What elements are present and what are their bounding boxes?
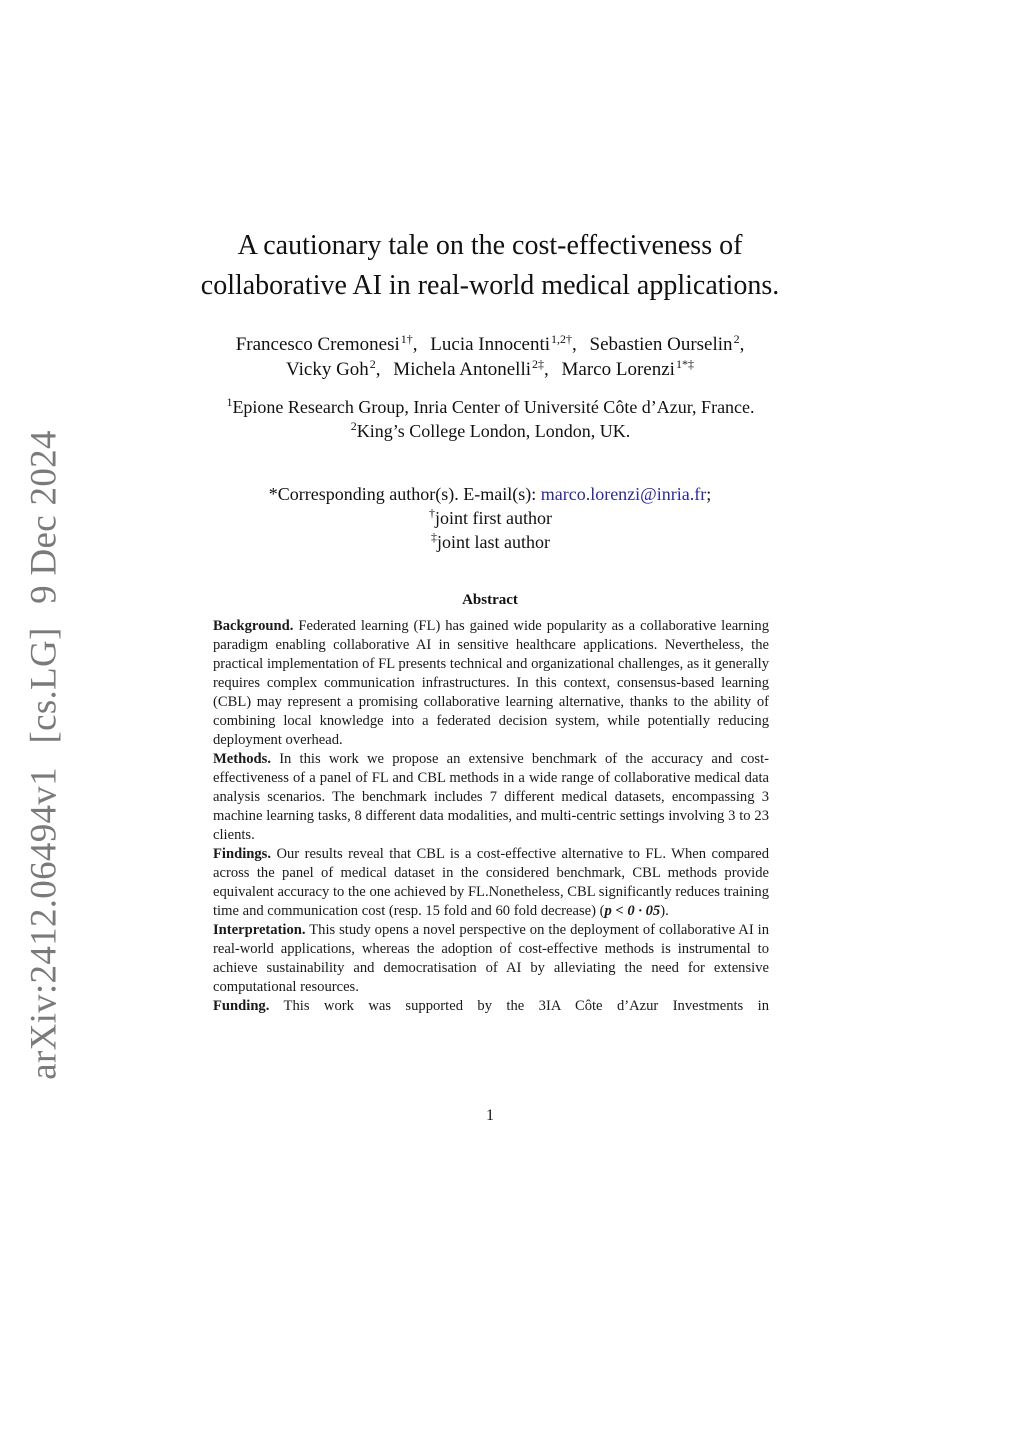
author: Lucia Innocenti$^{1,2\dagger}$,	[430, 332, 577, 355]
corresponding-author: *Corresponding author(s). E-mail(s): marco.lorenzi@inria.fr;	[268, 484, 712, 504]
author-list	[160, 332, 820, 382]
author: Michela Antonelli$^{2\ddagger}$,	[393, 357, 549, 380]
title-line-1: A cautionary tale on the cost-effectiveness of	[237, 230, 743, 261]
abstract-body	[213, 617, 769, 1016]
abstract-findings: Findings. Our results reveal that CBL is a cost-effective alternative to FL. When compared across the panel of medical dataset in the considered benchmark, CBL methods provide equivalent accuracy to the one achieved by FL.Nonetheless, CBL significantly reduces training time and communication cost (resp. 15 fold and 60 fold decrease) (p < 0 · 05).	[213, 846, 769, 919]
arxiv-date: 9 Dec 2024	[23, 430, 65, 604]
abstract-funding: Funding. This work was supported by the 3IA Côte d’Azur Investments in	[213, 998, 769, 1014]
arxiv-id: arXiv:2412.06494v1	[23, 767, 65, 1080]
affiliations	[160, 395, 820, 443]
abstract-methods: Methods. In this work we propose an extensive benchmark of the accuracy and cost-effectiveness of a panel of FL and CBL methods in a wide range of collaborative medical data analysis scenarios. The benchmark includes 7 different medical datasets, encompassing 3 machine learning tasks, 8 different data modalities, and multi-centric settings involving 3 to 23 clients.	[213, 751, 769, 843]
paper-title	[160, 226, 820, 306]
abstract-heading: Abstract	[462, 592, 518, 608]
abstract-background: Background. Federated learning (FL) has gained wide popularity as a collaborative learning paradigm enabling collaborative AI in sensitive healthcare applications. Nevertheless, the practical implementation of FL presents technical and organizational challenges, as it generally requires complex communication infrastructures. In this context, consensus-based learning (CBL) may represent a promising collaborative learning alternative, thanks to the ability of combining local knowledge into a federated decision system, while potentially reducing deployment overhead.	[213, 618, 769, 748]
arxiv-category: [cs.LG]	[23, 627, 65, 744]
abstract-interpretation: Interpretation. This study opens a novel perspective on the deployment of collaborative AI in real-world applications, whereas the adoption of cost-effective methods is instrumental to achieve sustainability and democratisation of AI by alleviating the need for extensive computational resources.	[213, 922, 769, 995]
title-line-2: collaborative AI in real-world medical applications.	[200, 270, 780, 301]
joint-last-note: ‡joint last author	[431, 530, 550, 552]
author-line-2	[160, 357, 820, 382]
arxiv-stamp	[23, 416, 66, 1080]
author: Marco Lorenzi$^{1*\ddagger}$	[561, 357, 694, 380]
contact-info	[160, 482, 820, 554]
joint-first-note: †joint first author	[429, 506, 552, 528]
author: Vicky Goh$^2$,	[286, 357, 381, 380]
page-number: 1	[486, 1107, 494, 1124]
affiliation: $^2$King’s College London, London, UK.	[350, 419, 631, 441]
author: Francesco Cremonesi$^{1\dagger}$,	[235, 332, 418, 355]
affiliation: $^1$Epione Research Group, Inria Center of Université Côte d’Azur, France.	[226, 395, 755, 417]
author: Sebastien Ourselin$^2$,	[589, 332, 745, 355]
email-link[interactable]: marco.lorenzi@inria.fr	[540, 484, 707, 504]
author-line-1	[160, 332, 820, 357]
